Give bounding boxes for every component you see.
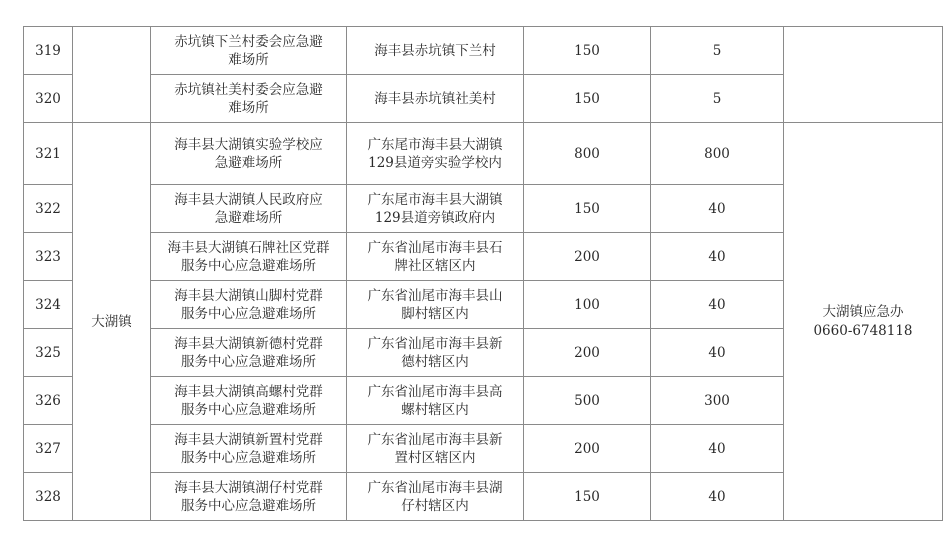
row-number: 321 — [24, 123, 73, 185]
table-row — [24, 123, 943, 185]
row-number: 326 — [24, 377, 73, 425]
shelter-name: 赤坑镇下兰村委会应急避难场所 — [151, 27, 347, 75]
shelter-name: 海丰县大湖镇新置村党群服务中心应急避难场所 — [151, 425, 347, 473]
shelter-name: 海丰县大湖镇新德村党群服务中心应急避难场所 — [151, 329, 347, 377]
shelter-address: 广东省汕尾市海丰县湖仔村辖区内 — [347, 473, 524, 521]
shelter-name: 赤坑镇社美村委会应急避难场所 — [151, 75, 347, 123]
count-value: 5 — [651, 75, 784, 123]
shelter-address: 广东尾市海丰县大湖镇129县道旁镇政府内 — [347, 185, 524, 233]
shelter-address: 广东省汕尾市海丰县新置村区辖区内 — [347, 425, 524, 473]
shelter-table — [23, 26, 943, 521]
row-number: 320 — [24, 75, 73, 123]
shelter-name: 海丰县大湖镇实验学校应急避难场所 — [151, 123, 347, 185]
capacity-value: 800 — [524, 123, 651, 185]
capacity-value: 200 — [524, 425, 651, 473]
count-value: 5 — [651, 27, 784, 75]
capacity-value: 150 — [524, 75, 651, 123]
shelter-name: 海丰县大湖镇山脚村党群服务中心应急避难场所 — [151, 281, 347, 329]
row-number: 322 — [24, 185, 73, 233]
count-value: 800 — [651, 123, 784, 185]
count-value: 40 — [651, 473, 784, 521]
capacity-value: 150 — [524, 185, 651, 233]
contact-phone: 0660-6748118 — [813, 322, 913, 339]
row-number: 325 — [24, 329, 73, 377]
capacity-value: 150 — [524, 473, 651, 521]
shelter-name: 海丰县大湖镇石牌社区党群服务中心应急避难场所 — [151, 233, 347, 281]
count-value: 40 — [651, 329, 784, 377]
capacity-value: 100 — [524, 281, 651, 329]
capacity-value: 150 — [524, 27, 651, 75]
row-number: 319 — [24, 27, 73, 75]
shelter-address: 海丰县赤坑镇社美村 — [347, 75, 524, 123]
contact-cell — [784, 27, 943, 123]
shelter-address: 广东省汕尾市海丰县高螺村辖区内 — [347, 377, 524, 425]
town-name: 大湖镇 — [91, 313, 132, 330]
town-cell — [73, 27, 151, 123]
shelter-address: 广东尾市海丰县大湖镇129县道旁实验学校内 — [347, 123, 524, 185]
shelter-address: 广东省汕尾市海丰县石牌社区辖区内 — [347, 233, 524, 281]
contact-cell — [784, 123, 943, 521]
shelter-name: 海丰县大湖镇湖仔村党群服务中心应急避难场所 — [151, 473, 347, 521]
count-value: 40 — [651, 233, 784, 281]
row-number: 327 — [24, 425, 73, 473]
row-number: 324 — [24, 281, 73, 329]
contact-office: 大湖镇应急办 — [822, 303, 904, 320]
town-cell — [73, 123, 151, 521]
shelter-address: 广东省汕尾市海丰县山脚村辖区内 — [347, 281, 524, 329]
count-value: 300 — [651, 377, 784, 425]
count-value: 40 — [651, 281, 784, 329]
count-value: 40 — [651, 185, 784, 233]
count-value: 40 — [651, 425, 784, 473]
shelter-name: 海丰县大湖镇高螺村党群服务中心应急避难场所 — [151, 377, 347, 425]
shelter-address: 海丰县赤坑镇下兰村 — [347, 27, 524, 75]
shelter-address: 广东省汕尾市海丰县新德村辖区内 — [347, 329, 524, 377]
table-row — [24, 27, 943, 75]
capacity-value: 500 — [524, 377, 651, 425]
shelter-name: 海丰县大湖镇人民政府应急避难场所 — [151, 185, 347, 233]
capacity-value: 200 — [524, 329, 651, 377]
row-number: 328 — [24, 473, 73, 521]
capacity-value: 200 — [524, 233, 651, 281]
row-number: 323 — [24, 233, 73, 281]
